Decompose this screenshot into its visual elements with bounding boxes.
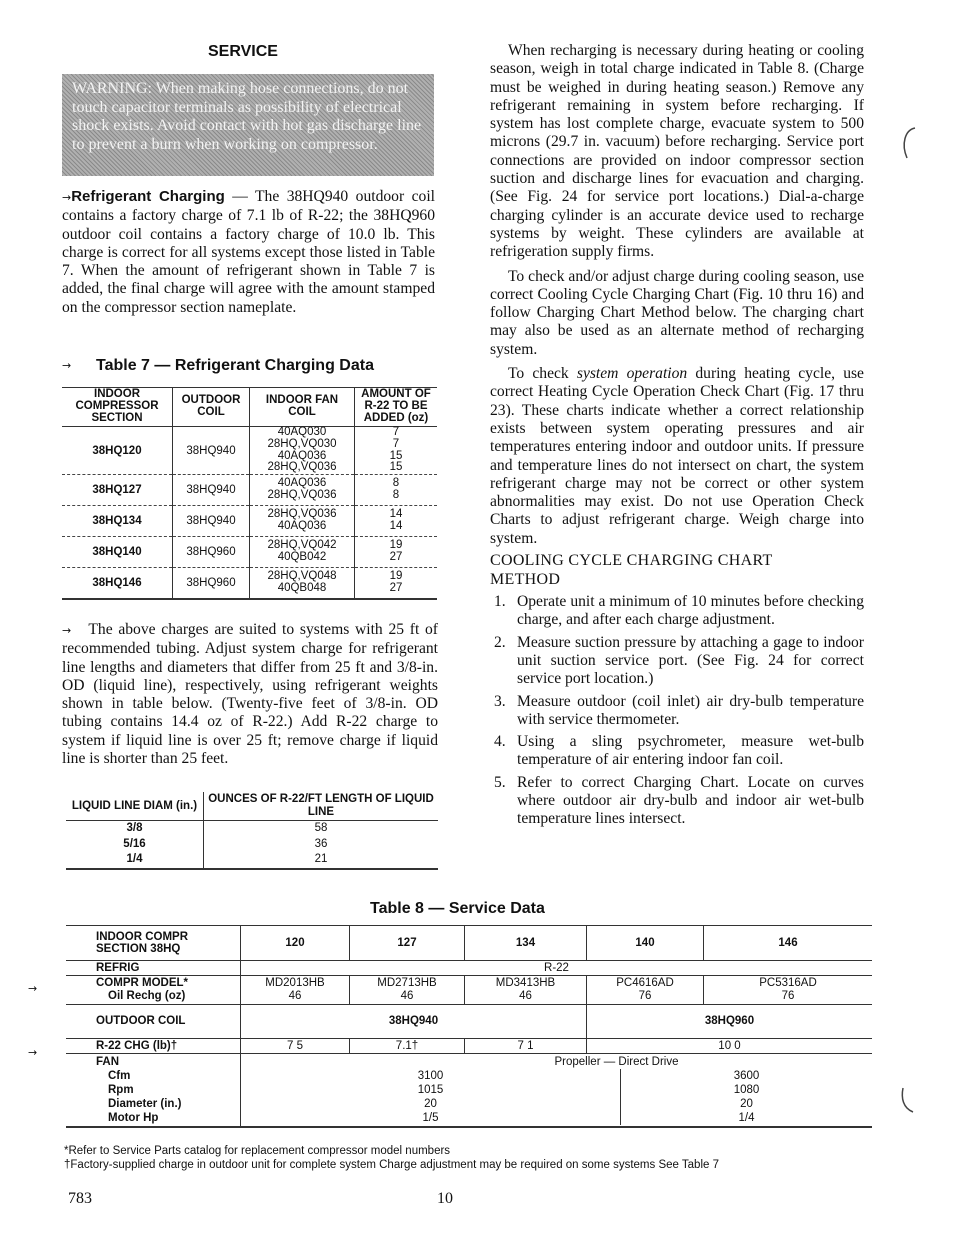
table7-cell: 38HQ146 [62,568,173,599]
table7-cell: 15 [389,449,403,462]
method-steps [490,593,864,829]
page-number: 10 [437,1190,453,1207]
table-row [62,537,437,568]
table7 [62,387,437,600]
table7-cell: 38HQ120 [62,427,173,475]
table8-label: Diameter (in.) [108,1097,182,1110]
liquid-table-cell: 21 [314,853,328,865]
table-row [66,1053,872,1127]
table7-title: Table 7 — Refrigerant Charging Data [96,357,374,374]
table8-label: Oil Rechg (oz) [108,989,186,1002]
table8-cell: MD3413HB [495,976,556,989]
table7-cell: 28HQ,VQ042 [267,539,337,552]
liquid-table-cell: 3/8 [66,821,204,837]
table7-header: INDOOR FAN COIL [250,388,355,427]
table7-cell: 40QB048 [277,582,327,595]
table-row [66,926,872,960]
table8-cell: 146 [704,926,873,960]
table7-cell: 40AQ036 [277,520,327,533]
table8-cell: 7 1 [465,1038,587,1053]
table8-cell: 76 [638,989,652,1002]
table7-cell: 40AQ036 [277,449,327,462]
table8-label: REFRIG [66,960,241,975]
table8-cell: 20 [740,1097,753,1110]
table7-cell: 38HQ940 [173,427,250,475]
margin-mark-icon [897,124,921,164]
table8-cell: 10 0 [587,1038,873,1053]
table8-label: R-22 CHG (lb)† [66,1038,241,1053]
table8-cell: 3100 [417,1069,444,1082]
table7-cell: 38HQ960 [173,568,250,599]
table8-cell: 46 [288,989,302,1002]
table8-cell: 3600 [733,1069,760,1082]
table-row [66,1004,872,1038]
method-title: COOLING CYCLE CHARGING CHART METHOD [490,552,773,588]
tubing-text: The above charges are suited to systems with 25 ft of recommended tubing. Adjust system charge for refrigerant line lengths and diameters that differ from 25 ft and 3/8-in. OD (liquid line), respectively, using refrigerant weights shown in table below. (Twenty-five feet of 3/8-in. OD tubing contains 14.4 oz of R-22.) Add R-22 charge to system if liquid line is over 25 ft; remove charge if liquid line is shorter than 25 feet. [62,621,438,768]
table8-label: INDOOR COMPR SECTION 38HQ [66,926,241,960]
refrigerant-charging-text: — The 38HQ940 outdoor coil contains a factory charge of 7.1 lb of R-22; the 38HQ960 outdoor coil contains a factory charge of 10.0 lb. This charge is correct for all systems except those listed in Table 7. When the amount of refrigerant shown in Table 7 is added, the final charge will agree with the amount stamped on the compressor section nameplate. [62,188,436,316]
revision-arrow: → [28,1046,38,1059]
step-number: 4. [494,733,506,751]
table7-cell: 19 [389,539,403,552]
table7-cell: 27 [389,582,403,595]
table8-cell: 38HQ960 [587,1004,873,1038]
table7-cell: 38HQ127 [62,475,173,506]
table7-header: AMOUNT OF R-22 TO BE ADDED (oz) [355,388,438,427]
tubing-paragraph [62,621,438,768]
table7-cell: 28HQ,VQ036 [267,489,337,502]
table7-header: INDOOR COMPRESSOR SECTION [62,388,173,427]
list-item [490,634,864,689]
step-text: Measure suction pressure by attaching a gage to indoor unit suction service port. (See Fig. 24 for correct service port location.) [517,633,864,688]
step-number: 1. [494,593,506,611]
list-item [490,733,864,770]
step-text: Operate unit a minimum of 10 minutes before checking charge, and after each charge adjustment. [517,593,864,629]
table7-header: OUTDOOR COIL [173,388,250,427]
list-item [490,693,864,730]
table7-cell: 28HQ,VQ030 [267,437,337,450]
table7-cell: 38HQ940 [173,475,250,506]
table8-cell: 1015 [417,1083,444,1096]
step-number: 3. [494,692,506,710]
table7-cell: 27 [389,551,403,564]
fan-type: Propeller — Direct Drive [554,1055,679,1068]
table8-cell: 7.1† [350,1038,465,1053]
revision-arrow: → [62,624,72,637]
revision-arrow: → [62,191,72,204]
table8-cell: 46 [519,989,532,1002]
table7-cell: 7 [392,437,400,450]
revision-arrow: → [28,982,38,995]
table7-cell: 40AQ036 [277,477,327,490]
table7-cell: 8 [392,489,400,502]
right-column [490,42,864,833]
table8-cell: PC4616AD [616,976,674,989]
footnote: *Refer to Service Parts catalog for replacement compressor model numbers [64,1145,451,1157]
table7-cell: 28HQ,VQ048 [267,570,337,583]
recharging-paragraph: When recharging is necessary during heating or cooling season, weigh in total charge indicated in Table 8. (Charge must be weighed in during heating season.) Remove any refrigerant remaining in system before recharging. If system has lost complete charge, evacuate system to 500 microns (29.7 in. vacuum) before recharging. Service port connections are provided on indoor compressor section suction and discharge lines for evacuation and charging. (See Fig. 24 for service port locations.) Dial-a-charge charging cylinder is an accurate device used to recharge systems by weight. These cylinders are available at refrigeration supply firms. [490,42,864,261]
table-row [62,427,437,475]
table8-cell: 76 [781,989,795,1002]
heating-check-paragraph [490,365,864,548]
heating-check-text: during heating cycle, use correct Heating Cycle Operation Check Chart (Fig. 17 thru 23). These charts indicate whether a correct relationship exists between system operating pressures and air temperatures entering indoor and outdoor units. If pressure and temperature lines do not intersect on chart, the system refrigerant charge may not be correct or other system abnormalities may exist. Do not use Operation Check Charts to adjust refrigerant charge. Weigh charge into system. [490,365,864,547]
table7-cell: 19 [389,570,403,583]
liquid-table-cell: 5/16 [66,837,204,853]
table7-cell: 38HQ134 [62,506,173,537]
table7-cell: 14 [389,520,403,533]
table-row [66,975,872,1004]
table8-cell: 140 [587,926,704,960]
step-text: Using a sling psychrometer, measure wet-bulb temperature of air entering indoor fan coil. [517,733,864,769]
table8-cell: 134 [465,926,587,960]
list-item [490,593,864,630]
table8-label: COMPR MODEL* [96,976,188,989]
table7-cell: 28HQ,VQ036 [267,508,337,521]
table8-label: OUTDOOR COIL [66,1004,241,1038]
table7-cell: 14 [389,508,403,521]
table8-label: Rpm [108,1083,134,1096]
table8-cell: 38HQ940 [241,1004,587,1038]
table8-cell: 1/5 [422,1111,439,1124]
revision-arrow: → [62,359,72,372]
table7-cell: 38HQ140 [62,537,173,568]
table8-cell: MD2013HB [265,976,325,989]
heating-check-text: To check [508,365,577,383]
step-number: 5. [494,773,506,791]
table8-label: Cfm [108,1069,131,1082]
table8-label: Motor Hp [108,1111,159,1124]
table-row [62,475,437,506]
table7-cell: 38HQ940 [173,506,250,537]
table7-cell: 28HQ,VQ036 [267,461,337,474]
cooling-check-paragraph: To check and/or adjust charge during cooling season, use correct Cooling Cycle Charging Chart (Fig. 10 thru 16) and follow Charging Chart Method below. The charging chart may also be used as an alternate method of recharging system. [490,267,864,358]
step-text: Measure outdoor (coil inlet) air dry-bulb temperature with service thermometer. [517,692,864,728]
liquid-table-cell: 36 [314,837,328,850]
table7-cell: 40QB042 [277,551,327,564]
refrigerant-charging-paragraph [62,188,435,317]
doc-number: 783 [68,1190,92,1207]
table8-title: Table 8 — Service Data [370,900,545,917]
table-row [66,1038,872,1053]
table8-cell: 1080 [733,1083,760,1096]
warning-text: WARNING: When making hose connections, do not touch capacitor terminals as possibility of electrical shock exists. Avoid contact with hot gas discharge line to prevent a burn when working on compressor. [72,80,422,153]
section-title: SERVICE [208,43,278,60]
table7-cell: 15 [389,461,403,474]
table-row [66,821,438,837]
liquid-table-header: LIQUID LINE DIAM (in.) [66,792,204,821]
table7-cell: 40AQ030 [277,426,327,438]
table-row [62,506,437,537]
liquid-line-table [66,792,438,870]
table-row [62,568,437,599]
table8-label: FAN [96,1055,119,1068]
table7-cell: 7 [392,426,400,438]
table8-cell: PC5316AD [759,976,817,989]
table-row [66,960,872,975]
table8-cell: R-22 [241,960,873,975]
table7-cell: 8 [392,477,400,490]
table-row [66,852,438,868]
footnotes [64,1144,719,1172]
table8-cell: MD2713HB [377,976,437,989]
table-row [66,837,438,853]
step-text: Refer to correct Charging Chart. Locate on curves where outdoor air dry-bulb and indoor air wet-bulb temperature lines intersect. [517,773,864,828]
liquid-table-header: OUNCES OF R-22/FT LENGTH OF LIQUID LINE [204,792,439,821]
table7-cell: 38HQ960 [173,537,250,568]
table8-cell: 1/4 [738,1111,755,1124]
table8-cell: 7 5 [241,1038,350,1053]
warning-box [62,74,434,176]
step-number: 2. [494,633,506,651]
table8 [28,925,872,1128]
heating-check-emphasis: system operation [576,365,688,383]
table8-cell: 20 [424,1097,437,1110]
table8-cell: 127 [350,926,465,960]
liquid-table-cell: 58 [314,822,328,834]
table8-cell: 46 [400,989,414,1002]
footnote: †Factory-supplied charge in outdoor unit for complete system Charge adjustment may be required on some systems See Table 7 [64,1159,719,1171]
list-item [490,774,864,829]
margin-mark-icon [897,1084,921,1118]
table8-cell: 120 [241,926,350,960]
refrigerant-charging-heading: Refrigerant Charging [71,188,225,205]
liquid-table-cell: 1/4 [66,852,204,868]
